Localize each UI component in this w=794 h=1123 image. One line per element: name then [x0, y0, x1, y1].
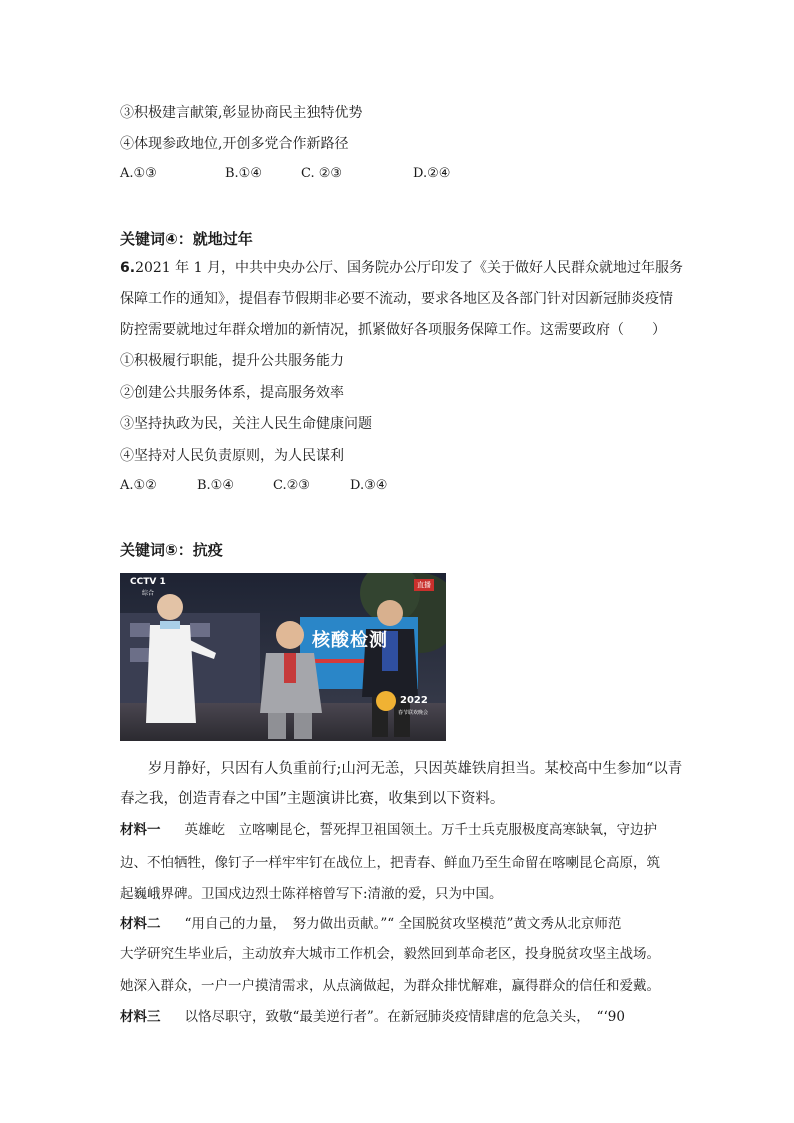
material-2-label: 材料二 [120, 916, 161, 932]
option-item-3: ③积极建言献策,彰显协商民主独特优势 [120, 105, 363, 121]
q5-option-d: D.②④ [413, 166, 451, 181]
q6-number: 6. [120, 260, 136, 276]
q6-option-c: C.②③ [273, 478, 310, 493]
material-3-line-1: 材料三 以恪尽职守，致敬“最美逆行者”。在新冠肺炎疫情肆虐的危急关头， “‘90 [120, 1009, 625, 1025]
q6-item-2: ②创建公共服务体系，提高服务效率 [120, 385, 344, 401]
channel-sub: 综合 [142, 590, 155, 597]
q6-line-1 [120, 258, 683, 278]
screen-text: 核酸检测 [312, 630, 388, 651]
gala-name: 春节联欢晚会 [398, 710, 429, 716]
q6-item-4: ④坚持对人民负责原则，为人民谋利 [120, 448, 344, 464]
q6-option-d: D.③④ [350, 478, 388, 493]
q5-option-c: C. ②③ [301, 166, 343, 181]
material-1-line-2: 边、不怕牺牲，像钉子一样牢牢钉在战位上，把青春、鲜血乃至生命留在喀喇昆仑高原，筑 [120, 855, 660, 871]
material-2-line-1: 材料二 “用自己的力量， 努力做出贡献。”“ 全国脱贫攻坚模范”黄文秀从北京师范 [120, 916, 622, 932]
gala-year: 2022 [400, 695, 428, 706]
intro-line-2: 春之我，创造青春之中国”主题演讲比赛，收集到以下资料。 [120, 791, 505, 807]
material-1-line-3: 起巍峨界碑。卫国戍边烈士陈祥榕曾写下:清澈的爱，只为中国。 [120, 886, 503, 902]
material-1-label: 材料一 [120, 822, 161, 838]
q5-options [120, 166, 450, 181]
q6-text-1: 2021 年 1 月，中共中央办公厅、国务院办公厅印发了《关于做好人民群众就地过年服务 [135, 260, 683, 276]
material-1-line-1: 材料一 英雄屹 立喀喇昆仑，誓死捍卫祖国领土。万千士兵克服极度高寒缺氧，守边护 [120, 822, 657, 838]
q6-line-2: 保障工作的通知》，提倡春节假期非必要不流动，要求各地区及各部门针对因新冠肺炎疫情 [120, 291, 673, 307]
q6-option-a: A.①② [120, 478, 157, 493]
q5-option-a: A.①③ [120, 166, 157, 181]
q5-option-b: B.①④ [225, 166, 262, 181]
material-2-line-3: 她深入群众，一户一户摸清需求，从点滴做起，为群众排忧解难，赢得群众的信任和爱戴。 [120, 978, 660, 994]
material-3-label: 材料三 [120, 1009, 161, 1025]
material-2-line-2: 大学研究生毕业后，主动放弃大城市工作机会，毅然回到革命老区，投身脱贫攻坚主战场。 [120, 946, 660, 962]
intro-line-1: 岁月静好，只因有人负重前行;山河无恙，只因英雄铁肩担当。某校高中生参加“以青 [148, 761, 683, 777]
stage-photo [120, 573, 446, 741]
channel-logo: CCTV 1 [130, 577, 166, 587]
q6-option-b: B.①④ [197, 478, 234, 493]
live-badge: 直播 [414, 579, 434, 591]
q6-item-3: ③坚持执政为民，关注人民生命健康问题 [120, 416, 372, 432]
q6-item-1: ①积极履行职能，提升公共服务能力 [120, 353, 344, 369]
keyword-5-heading: 关键词⑤：抗疫 [120, 541, 223, 559]
keyword-4-heading: 关键词④：就地过年 [120, 230, 253, 248]
q6-options [120, 478, 387, 493]
option-item-4: ④体现参政地位,开创多党合作新路径 [120, 136, 349, 152]
q6-line-3: 防控需要就地过年群众增加的新情况，抓紧做好各项服务保障工作。这需要政府（ ） [120, 322, 666, 338]
